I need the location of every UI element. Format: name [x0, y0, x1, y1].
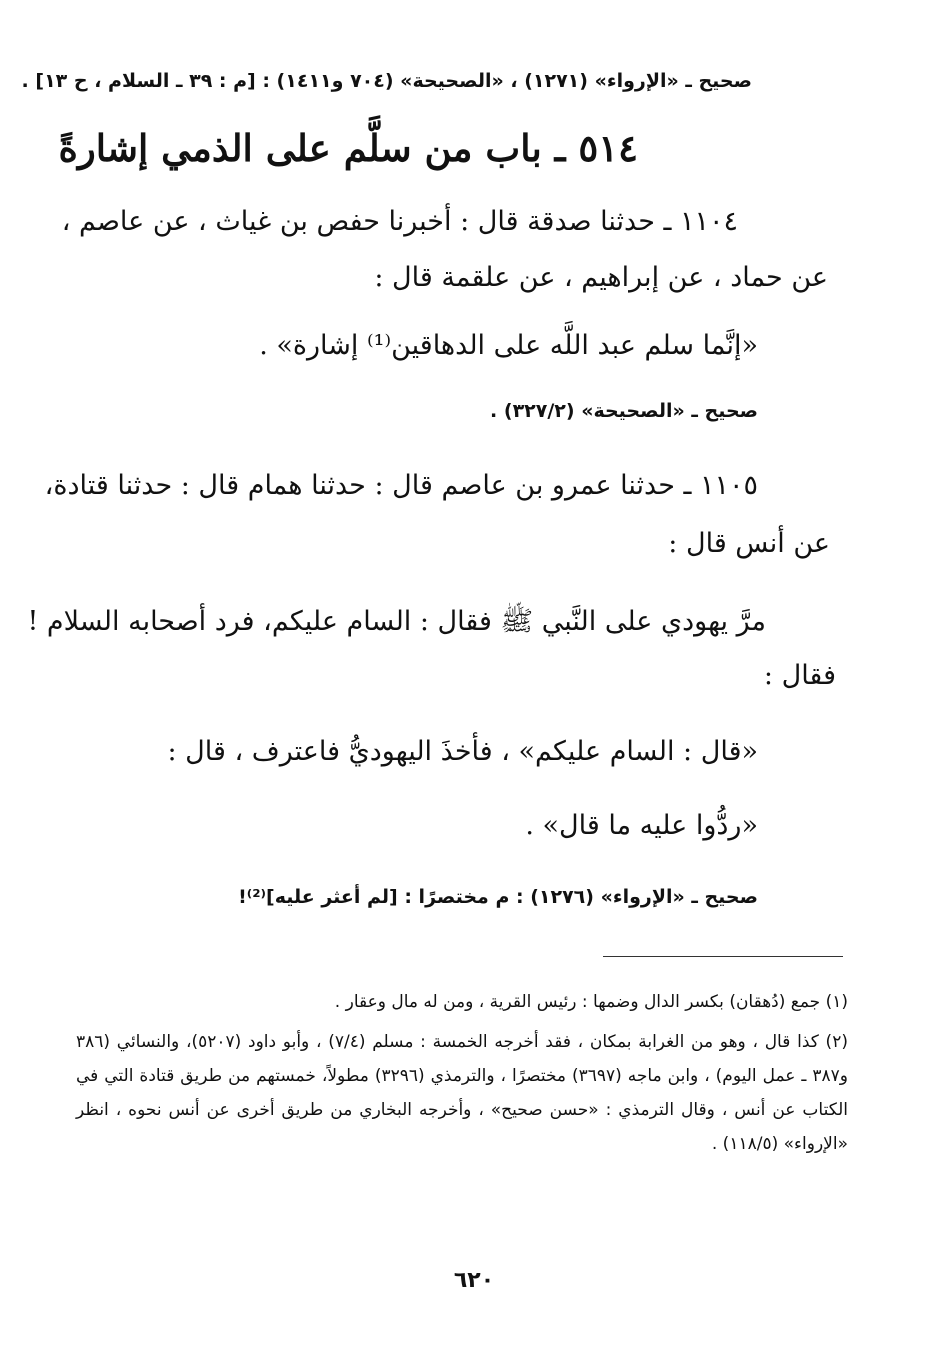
footnote-1: (١) جمع (دُهقان) بكسر الدال وضمها : رئيس القرية ، ومن له مال وعقار . [334, 992, 848, 1012]
hadith-1105-grading: صحيح ـ «الإرواء» (١٢٧٦) : م مختصرًا : [لم أعثر عليه]⁽²⁾! [238, 886, 758, 908]
footnote-separator [603, 956, 843, 957]
page-number: ٦٢٠ [453, 1268, 495, 1293]
hadith-1105-line-4: فقال : [763, 660, 836, 691]
hadith-1105-line-3: مرَّ يهودي على النَّبي ﷺ فقال : السام عليكم، فرد أصحابه السلام ! [27, 606, 766, 637]
footnote-2: (٢) كذا قال ، وهو من الغرابة بمكان ، فقد أخرجه الخمسة : مسلم (٧/٤) ، وأبو داود (٥٢٠٧)، والنسائي (٣٨٦ و٣٨٧ ـ عمل اليوم) ، وابن ماجه (٣٦٩٧) مختصرًا ، والترمذي (٣٢٩٦) مطولاً، خمستهم من طريق قتادة التي في الكتاب عن أنس ، وقال الترمذي : «حسن صحيح» ، وأخرجه البخاري من طريق أخرى عن أنس نحوه ، انظر «الإرواء» (١١٨/٥) . [76, 1032, 848, 1154]
top-reference: صحيح ـ «الإرواء» (١٢٧١) ، «الصحيحة» (٧٠٤ و١٤١١) : [م : ٣٩ ـ السلام ، ح ١٣] . [21, 70, 752, 92]
hadith-1104-quote: «إنَّما سلم عبد اللَّه على الدهاقين⁽¹⁾ إشارة» . [259, 330, 758, 361]
hadith-1105-quote-2: «ردُّوا عليه ما قال» . [525, 810, 758, 841]
hadith-1105-line-1: ١١٠٥ ـ حدثنا عمرو بن عاصم قال : حدثنا همام قال : حدثنا قتادة، [44, 470, 758, 501]
chapter-title: ٥١٤ ـ باب من سلَّم على الذمي إشارةً [58, 126, 638, 170]
hadith-1104-line-1: ١١٠٤ ـ حدثنا صدقة قال : أخبرنا حفص بن غياث ، عن عاصم ، [61, 206, 738, 237]
hadith-1104-line-2: عن حماد ، عن إبراهيم ، عن علقمة قال : [374, 262, 828, 293]
hadith-1105-quote-1: «قال : السام عليكم» ، فأخذَ اليهوديُّ فاعترف ، قال : [167, 736, 758, 767]
hadith-1104-grading: صحيح ـ «الصحيحة» (٣٢٧/٢) . [490, 400, 758, 422]
hadith-1105-line-2: عن أنس قال : [668, 528, 830, 559]
